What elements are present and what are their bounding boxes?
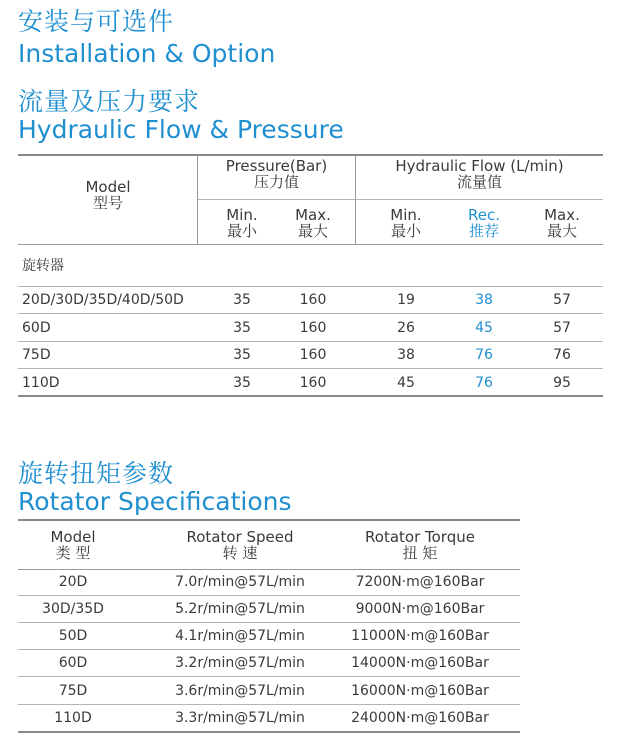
table-cell: 19 [397, 292, 415, 308]
table-cell-speed: 4.1r/min@57L/min [175, 628, 305, 644]
table-cell: 160 [299, 320, 327, 336]
header-flow-en: Hydraulic Flow (L/min) [395, 157, 564, 175]
table-cell-rec: 45 [475, 320, 493, 336]
table-cell: 76 [553, 347, 571, 363]
header-bottom-rule [18, 244, 603, 245]
table-cell-torque: 7200N·m@160Bar [355, 574, 485, 590]
section-title-zh: 安装与可选件 [18, 7, 175, 36]
table-cell: 57 [553, 320, 571, 336]
table-cell-rec: 38 [475, 292, 493, 308]
table-row-model: 110D [22, 375, 60, 391]
table-cell: 160 [299, 375, 327, 391]
table-cell: 95 [553, 375, 571, 391]
table-row-model: 50D [58, 628, 88, 644]
table-cell-torque: 16000N·m@160Bar [351, 683, 489, 699]
header-pmin-zh: 最小 [226, 222, 257, 240]
table-cell: 45 [397, 375, 415, 391]
table-bottom-rule [18, 395, 603, 397]
header-frec-en: Rec. [468, 206, 500, 224]
row-rule [18, 313, 603, 314]
row-rule [18, 595, 520, 596]
header-flow-zh: 流量值 [456, 173, 502, 191]
table-cell-speed: 5.2r/min@57L/min [175, 601, 305, 617]
header-model-zh: 类 型 [55, 544, 91, 562]
header-pmin-en: Min. [226, 206, 258, 224]
header-pressure-en: Pressure(Bar) [225, 157, 328, 175]
header-sub-rule [198, 199, 603, 200]
header-speed-zh: 转 速 [222, 544, 258, 562]
rotator-title-zh: 旋转扭矩参数 [18, 459, 175, 488]
table-cell: 26 [397, 320, 415, 336]
table-cell: 35 [233, 375, 251, 391]
header-bottom-rule [18, 569, 520, 570]
table-cell-torque: 9000N·m@160Bar [355, 601, 485, 617]
header-frec-zh: 推荐 [468, 222, 499, 240]
header-model-en: Model [85, 178, 131, 196]
table-cell-torque: 11000N·m@160Bar [351, 628, 489, 644]
row-rule [18, 368, 603, 369]
header-model-en: Model [50, 528, 96, 546]
table-row-model: 20D/30D/35D/40D/50D [22, 292, 184, 308]
table-row-model: 20D [58, 574, 88, 590]
table-cell: 57 [553, 292, 571, 308]
section-title-en: Installation & Option [18, 39, 276, 68]
rotator-title-en: Rotator Specifications [18, 487, 292, 516]
header-fmax-zh: 最大 [546, 222, 577, 240]
table-row-model: 75D [58, 683, 88, 699]
table-cell-torque: 24000N·m@160Bar [351, 710, 489, 726]
table-cell-rec: 76 [475, 347, 493, 363]
table-cell: 35 [233, 292, 251, 308]
table-top-rule [18, 519, 520, 521]
row-rule [18, 704, 520, 705]
table-cell: 35 [233, 320, 251, 336]
table-top-rule [18, 154, 603, 156]
row-rule [18, 286, 603, 287]
table-cell: 160 [299, 347, 327, 363]
table-row-model: 30D/35D [42, 601, 104, 617]
table-cell: 160 [299, 292, 327, 308]
table-row-model: 75D [22, 347, 51, 363]
header-fmin-en: Min. [390, 206, 422, 224]
flow-title-zh: 流量及压力要求 [18, 87, 201, 116]
header-pmax-zh: 最大 [297, 222, 328, 240]
header-fmax-en: Max. [544, 206, 580, 224]
flow-title-en: Hydraulic Flow & Pressure [18, 115, 344, 144]
row-rule [18, 622, 520, 623]
table-cell-speed: 3.3r/min@57L/min [175, 710, 305, 726]
table-cell-torque: 14000N·m@160Bar [351, 655, 489, 671]
header-speed-en: Rotator Speed [186, 528, 294, 546]
header-fmin-zh: 最小 [390, 222, 421, 240]
row-rule [18, 649, 520, 650]
header-pmax-en: Max. [295, 206, 331, 224]
table-cell: 35 [233, 347, 251, 363]
group-label: 旋转器 [22, 258, 64, 274]
row-rule [18, 341, 603, 342]
table-row-model: 60D [22, 320, 51, 336]
table-bottom-rule [18, 731, 520, 733]
header-torque-en: Rotator Torque [365, 528, 475, 546]
header-pressure-zh: 压力值 [253, 173, 299, 191]
table-row-model: 110D [54, 710, 92, 726]
header-torque-zh: 扭 矩 [402, 544, 438, 562]
row-rule [18, 676, 520, 677]
table-cell-speed: 3.2r/min@57L/min [175, 655, 305, 671]
table-cell-rec: 76 [475, 375, 493, 391]
table-cell-speed: 3.6r/min@57L/min [175, 683, 305, 699]
header-model-zh: 型号 [92, 194, 123, 212]
table-cell-speed: 7.0r/min@57L/min [175, 574, 305, 590]
table-row-model: 60D [58, 655, 88, 671]
table-cell: 38 [397, 347, 415, 363]
